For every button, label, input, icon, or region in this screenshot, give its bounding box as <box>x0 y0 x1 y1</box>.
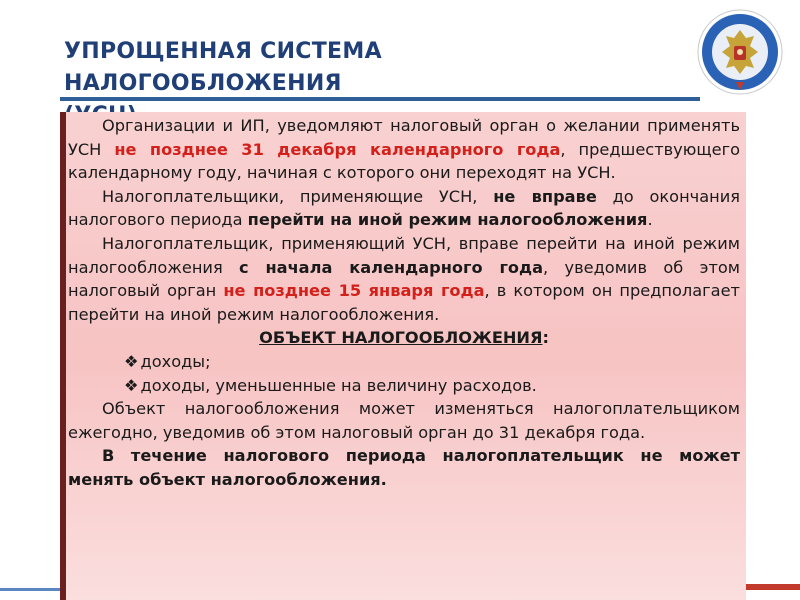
list-item <box>124 350 740 374</box>
p3-bold-1: с начала календарного года <box>239 257 544 277</box>
object-heading-colon: : <box>542 328 549 348</box>
p2-bold-1: не вправе <box>493 186 597 206</box>
object-heading <box>68 326 740 350</box>
title-line-1: УПРОЩЕННАЯ СИСТЕМА <box>64 39 382 64</box>
decor-line-left <box>0 588 60 591</box>
paragraph-1 <box>68 114 740 185</box>
list-item <box>124 374 740 398</box>
p2-text-c: . <box>647 210 653 230</box>
content-text <box>68 114 740 492</box>
decor-line-right <box>740 584 800 590</box>
title-line-2: НАЛОГООБЛОЖЕНИЯ <box>64 71 342 96</box>
p2-bold-2: перейти на иной режим налогообложения <box>247 210 648 230</box>
p2-text-a: Налогоплательщики, применяющие УСН, <box>102 186 494 206</box>
p1-text-b: , предшествующего календарному году, начиная с которого они переходят на УСН. <box>68 139 741 183</box>
p3-text-a: Налогоплательщик, применяющий УСН, вправе перейти на иной режим налогообложения <box>68 233 740 277</box>
p1-text-a: Организации и ИП, уведомляют налоговый орган о желании применять УСН <box>68 116 740 159</box>
diamond-bullet-icon: ❖ <box>124 351 139 371</box>
paragraph-4: Объект налогообложения может изменяться налогоплательщиком ежегодно, уведомив об этом налоговый орган до 31 декабря года. <box>68 399 740 442</box>
paragraph-2 <box>68 185 740 232</box>
p2-text-b: до окончания налогового периода <box>68 186 740 230</box>
p3-text-c: , в котором он предполагает перейти на иной режим налогообложения. <box>68 281 740 324</box>
title-underline <box>60 97 700 101</box>
paragraph-5: В течение налогового периода налогоплательщик не может менять объект налогообложения. <box>68 446 740 489</box>
p3-deadline: не позднее 15 января года <box>223 281 485 301</box>
list-item-text: доходы; <box>140 351 211 371</box>
p3-text-b: , уведомив об этом налоговый орган <box>68 257 740 301</box>
paragraph-3 <box>68 232 740 326</box>
p1-deadline: не позднее 31 декабря календарного года <box>114 139 561 159</box>
fns-emblem-icon <box>696 8 784 96</box>
diamond-bullet-icon: ❖ <box>124 375 139 395</box>
list-item-text: доходы, уменьшенные на величину расходов. <box>140 375 537 395</box>
object-heading-text: ОБЪЕКТ НАЛОГООБЛОЖЕНИЯ <box>259 328 543 348</box>
